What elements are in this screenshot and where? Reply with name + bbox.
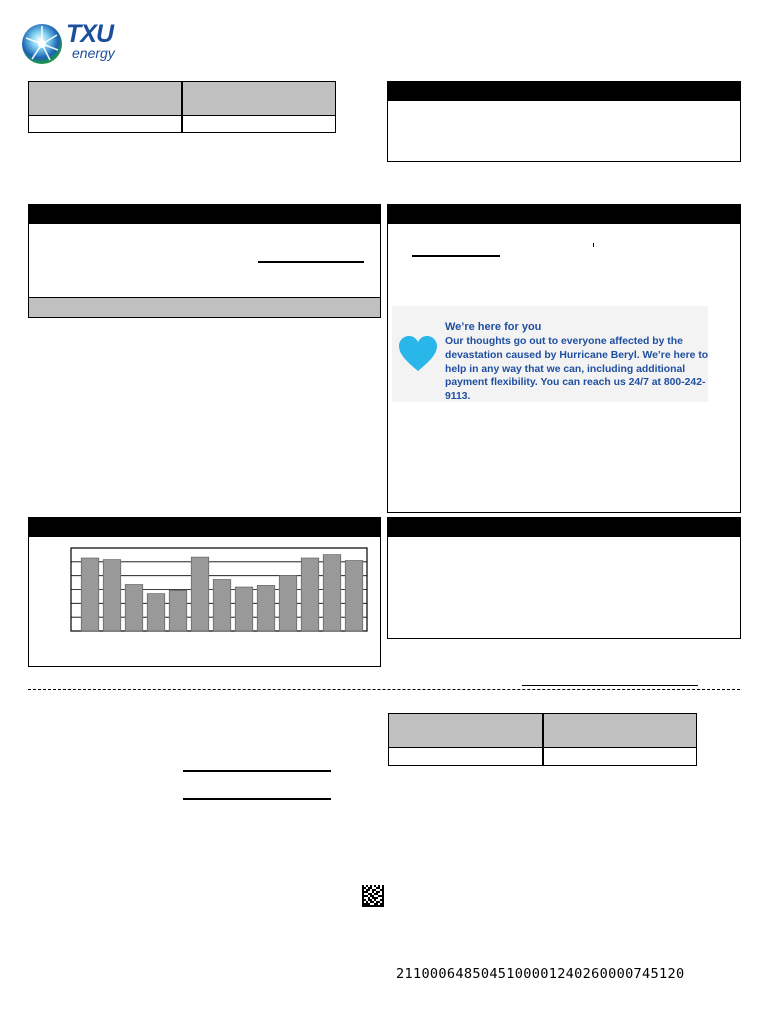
qr-code-icon	[362, 885, 384, 907]
section-footer-bar	[29, 297, 380, 317]
contact-section	[387, 517, 741, 639]
chart-bar-2	[103, 560, 121, 631]
usage-bar-chart	[70, 546, 368, 634]
chart-bar-8	[235, 587, 253, 631]
section-header-bar	[388, 205, 740, 224]
chart-bar-5	[169, 590, 187, 631]
chart-bar-1	[81, 558, 99, 631]
chart-bar-7	[213, 580, 231, 632]
amount-enclosed-line	[183, 770, 331, 772]
notice-title: We’re here for you	[445, 321, 542, 333]
chart-bar-3	[125, 585, 143, 632]
logo-tagline: energy	[72, 45, 115, 61]
scanline-account-code: 2110006485045100001240260000745120	[396, 966, 685, 982]
message-underline	[412, 255, 500, 257]
table-column-divider	[181, 82, 183, 132]
chart-bar-13	[345, 561, 363, 632]
logo-wordmark: TXU	[66, 20, 113, 48]
heart-icon	[398, 335, 438, 373]
section-header-bar	[29, 518, 380, 537]
chart-bar-4	[147, 594, 165, 631]
account-details-section	[28, 204, 381, 318]
chart-bar-6	[191, 557, 209, 631]
section-header-bar	[388, 518, 740, 537]
section-header-bar	[29, 205, 380, 224]
remittance-table	[388, 713, 697, 766]
top-right-section	[387, 81, 741, 162]
table-column-divider	[542, 714, 544, 765]
chart-bar-9	[257, 585, 275, 631]
account-summary-table	[28, 81, 336, 133]
section-header-bar	[388, 82, 740, 101]
signature-line	[522, 685, 698, 686]
chart-bar-11	[301, 558, 319, 631]
chart-bar-12	[323, 555, 341, 631]
amount-underline	[258, 261, 364, 263]
chart-bar-10	[279, 575, 297, 631]
tear-off-line	[28, 689, 740, 690]
notice-body: Our thoughts go out to everyone affected by the devastation caused by Hurricane Beryl. We’re here to help in any way that we can, including additional payment flexibility. You can reach us 24/7 at 800-242-9113.	[445, 336, 709, 403]
tick-mark	[593, 243, 594, 247]
account-number-line	[183, 798, 331, 800]
